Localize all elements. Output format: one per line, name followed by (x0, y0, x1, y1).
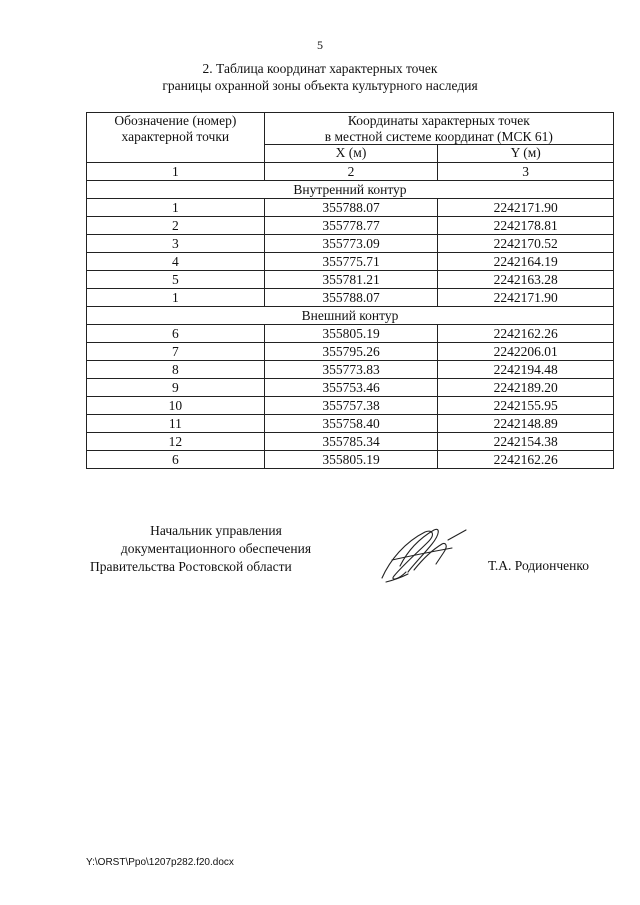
header-point-designation: Обозначение (номер) характерной точки (87, 113, 265, 163)
table-row (87, 397, 614, 415)
x-coordinate: 355781.21 (264, 271, 438, 289)
y-coordinate: 2242155.95 (438, 397, 614, 415)
table-row (87, 433, 614, 451)
y-coordinate: 2242162.26 (438, 325, 614, 343)
section-header-row (87, 307, 614, 325)
x-coordinate: 355758.40 (264, 415, 438, 433)
x-coordinate: 355775.71 (264, 253, 438, 271)
x-coordinate: 355757.38 (264, 397, 438, 415)
x-coordinate: 355773.83 (264, 361, 438, 379)
table-row (87, 325, 614, 343)
y-coordinate: 2242206.01 (438, 343, 614, 361)
y-coordinate: 2242148.89 (438, 415, 614, 433)
section-header-row (87, 181, 614, 199)
point-number: 1 (87, 199, 265, 217)
table-row (87, 343, 614, 361)
point-number: 9 (87, 379, 265, 397)
y-coordinate: 2242170.52 (438, 235, 614, 253)
section-title: Внутренний контур (87, 181, 614, 199)
x-coordinate: 355805.19 (264, 325, 438, 343)
column-number-2: 2 (264, 163, 438, 181)
table-row (87, 379, 614, 397)
header-coordinates-group: Координаты характерных точек в местной системе координат (МСК 61) (264, 113, 613, 145)
point-number: 7 (87, 343, 265, 361)
signature-block (86, 522, 346, 576)
document-title (0, 60, 640, 94)
page-number: 5 (317, 38, 323, 52)
y-coordinate: 2242164.19 (438, 253, 614, 271)
handwritten-signature (370, 520, 470, 590)
y-coordinate: 2242189.20 (438, 379, 614, 397)
point-number: 4 (87, 253, 265, 271)
table-row (87, 199, 614, 217)
signer-name: Т.А. Родионченко (488, 558, 589, 573)
point-number: 2 (87, 217, 265, 235)
table-row (87, 361, 614, 379)
point-number: 3 (87, 235, 265, 253)
y-coordinate: 2242154.38 (438, 433, 614, 451)
point-number: 8 (87, 361, 265, 379)
signer-position-line-3: Правительства Ростовской области (90, 559, 292, 574)
signer-position-line-1: Начальник управления (150, 523, 282, 538)
table-row (87, 253, 614, 271)
footer-file-path: Y:\ORST\Ppo\1207p282.f20.docx (86, 857, 234, 868)
header-y: Y (м) (438, 145, 614, 163)
title-line-2: границы охранной зоны объекта культурного наследия (162, 78, 478, 93)
table-row (87, 217, 614, 235)
table-row (87, 289, 614, 307)
y-coordinate: 2242162.26 (438, 451, 614, 469)
y-coordinate: 2242171.90 (438, 289, 614, 307)
table-row (87, 235, 614, 253)
table-row (87, 415, 614, 433)
x-coordinate: 355788.07 (264, 199, 438, 217)
table-body (87, 181, 614, 469)
x-coordinate: 355795.26 (264, 343, 438, 361)
coordinates-table (86, 112, 614, 469)
column-number-1: 1 (87, 163, 265, 181)
title-line-1: 2. Таблица координат характерных точек (202, 61, 438, 76)
point-number: 6 (87, 451, 265, 469)
point-number: 10 (87, 397, 265, 415)
x-coordinate: 355773.09 (264, 235, 438, 253)
point-number: 11 (87, 415, 265, 433)
table-row (87, 271, 614, 289)
x-coordinate: 355778.77 (264, 217, 438, 235)
column-number-3: 3 (438, 163, 614, 181)
point-number: 1 (87, 289, 265, 307)
y-coordinate: 2242171.90 (438, 199, 614, 217)
x-coordinate: 355785.34 (264, 433, 438, 451)
signer-position-line-2: документационного обеспечения (120, 541, 312, 556)
x-coordinate: 355805.19 (264, 451, 438, 469)
table-row (87, 451, 614, 469)
point-number: 5 (87, 271, 265, 289)
y-coordinate: 2242163.28 (438, 271, 614, 289)
y-coordinate: 2242194.48 (438, 361, 614, 379)
header-x: X (м) (264, 145, 438, 163)
x-coordinate: 355788.07 (264, 289, 438, 307)
x-coordinate: 355753.46 (264, 379, 438, 397)
y-coordinate: 2242178.81 (438, 217, 614, 235)
point-number: 12 (87, 433, 265, 451)
section-title: Внешний контур (87, 307, 614, 325)
point-number: 6 (87, 325, 265, 343)
